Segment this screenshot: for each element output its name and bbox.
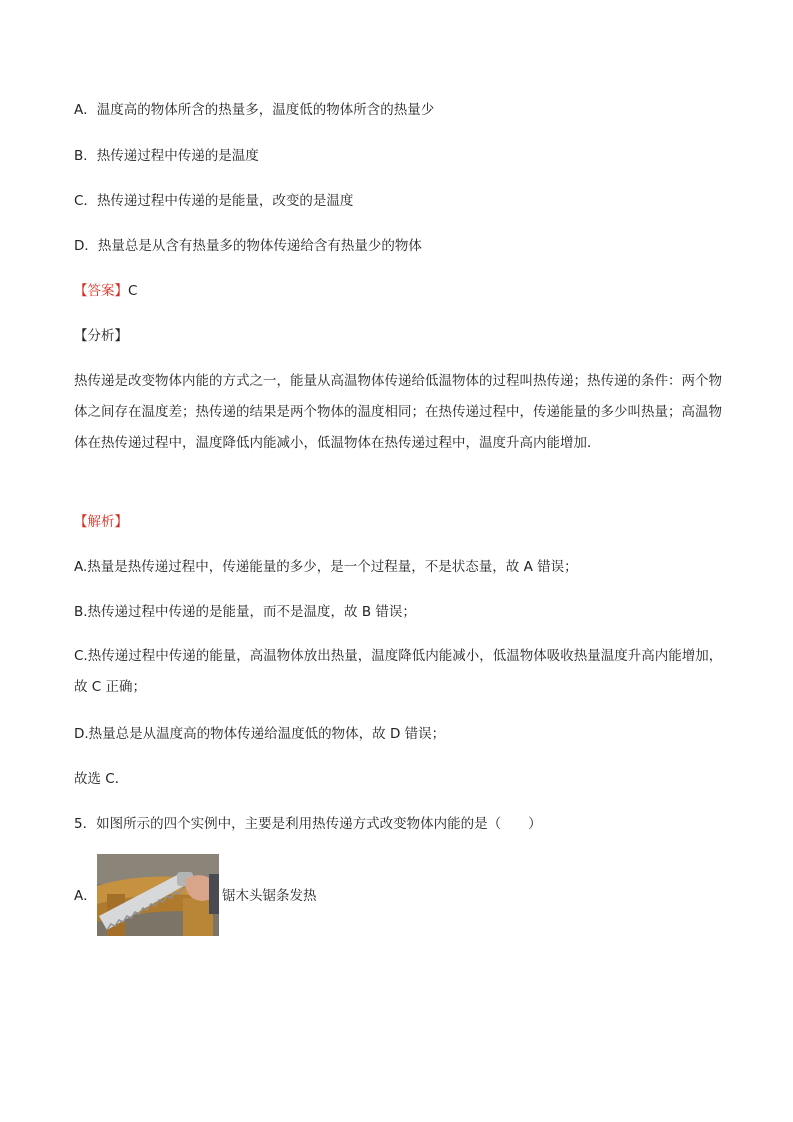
conclusion	[74, 769, 128, 789]
analysis-tag: 【分析】	[74, 328, 128, 344]
option-a-letter: A．	[74, 102, 97, 118]
explanation-item-a-text: A.热量是热传递过程中，传递能量的多少，是一个过程量，不是状态量，故 A 错误；	[74, 559, 578, 575]
q5-option-a-caption: 锯木头锯条发热	[222, 888, 317, 904]
option-b-letter: B．	[74, 148, 97, 164]
explanation-item-d	[74, 724, 445, 744]
explanation-item-b	[74, 602, 416, 622]
explanation-tag: 【解析】	[74, 514, 128, 530]
analysis-paragraph	[74, 366, 724, 459]
question-5-stem	[74, 814, 542, 834]
option-b-text: 热传递过程中传递的是温度	[96, 148, 259, 164]
analysis-text: 热传递是改变物体内能的方式之一，能量从高温物体传递给低温物体的过程叫热传递；热传递的条件：两个物体之间存在温度差；热传递的结果是两个物体的温度相同；在热传递过程中，传递能量的多少叫热量；高温物体在热传递过程中，温度降低内能减小，低温物体在热传递过程中，温度升高内能增加．	[74, 373, 722, 451]
saw-wood-illustration	[97, 854, 219, 936]
explanation-item-c	[74, 641, 724, 703]
answer-line	[74, 281, 137, 301]
explanation-item-a	[74, 557, 578, 577]
option-d	[74, 236, 422, 256]
question-5-text: 5．如图所示的四个实例中，主要是利用热传递方式改变物体内能的是（ ）	[74, 816, 542, 832]
q5-option-a-letter: A．	[74, 888, 97, 904]
answer-tag: 【答案】	[74, 283, 128, 299]
explanation-heading	[74, 512, 128, 532]
option-a	[74, 100, 434, 120]
explanation-item-d-text: D.热量总是从温度高的物体传递给温度低的物体，故 D 错误；	[74, 726, 446, 742]
option-b	[74, 146, 259, 166]
option-a-text: 温度高的物体所含的热量多，温度低的物体所含的热量少	[96, 102, 435, 118]
explanation-item-b-text: B.热传递过程中传递的是能量，而不是温度，故 B 错误；	[74, 604, 416, 620]
option-c-text: 热传递过程中传递的是能量，改变的是温度	[96, 193, 354, 209]
question-5-option-a-letter	[74, 886, 97, 906]
answer-value: C	[128, 283, 138, 299]
option-c-letter: C．	[74, 193, 97, 209]
conclusion-text: 故选 C．	[74, 771, 129, 787]
saw-wood-photo	[97, 854, 219, 936]
question-5-option-a-caption	[222, 886, 317, 906]
option-d-letter: D．	[74, 238, 98, 254]
option-c	[74, 191, 353, 211]
explanation-item-c-text: C.热传递过程中传递的能量，高温物体放出热量，温度降低内能减小，低温物体吸收热量温度升高内能增加，故 C 正确；	[74, 648, 723, 695]
option-d-text: 热量总是从含有热量多的物体传递给含有热量少的物体	[97, 238, 422, 254]
analysis-heading	[74, 326, 128, 346]
